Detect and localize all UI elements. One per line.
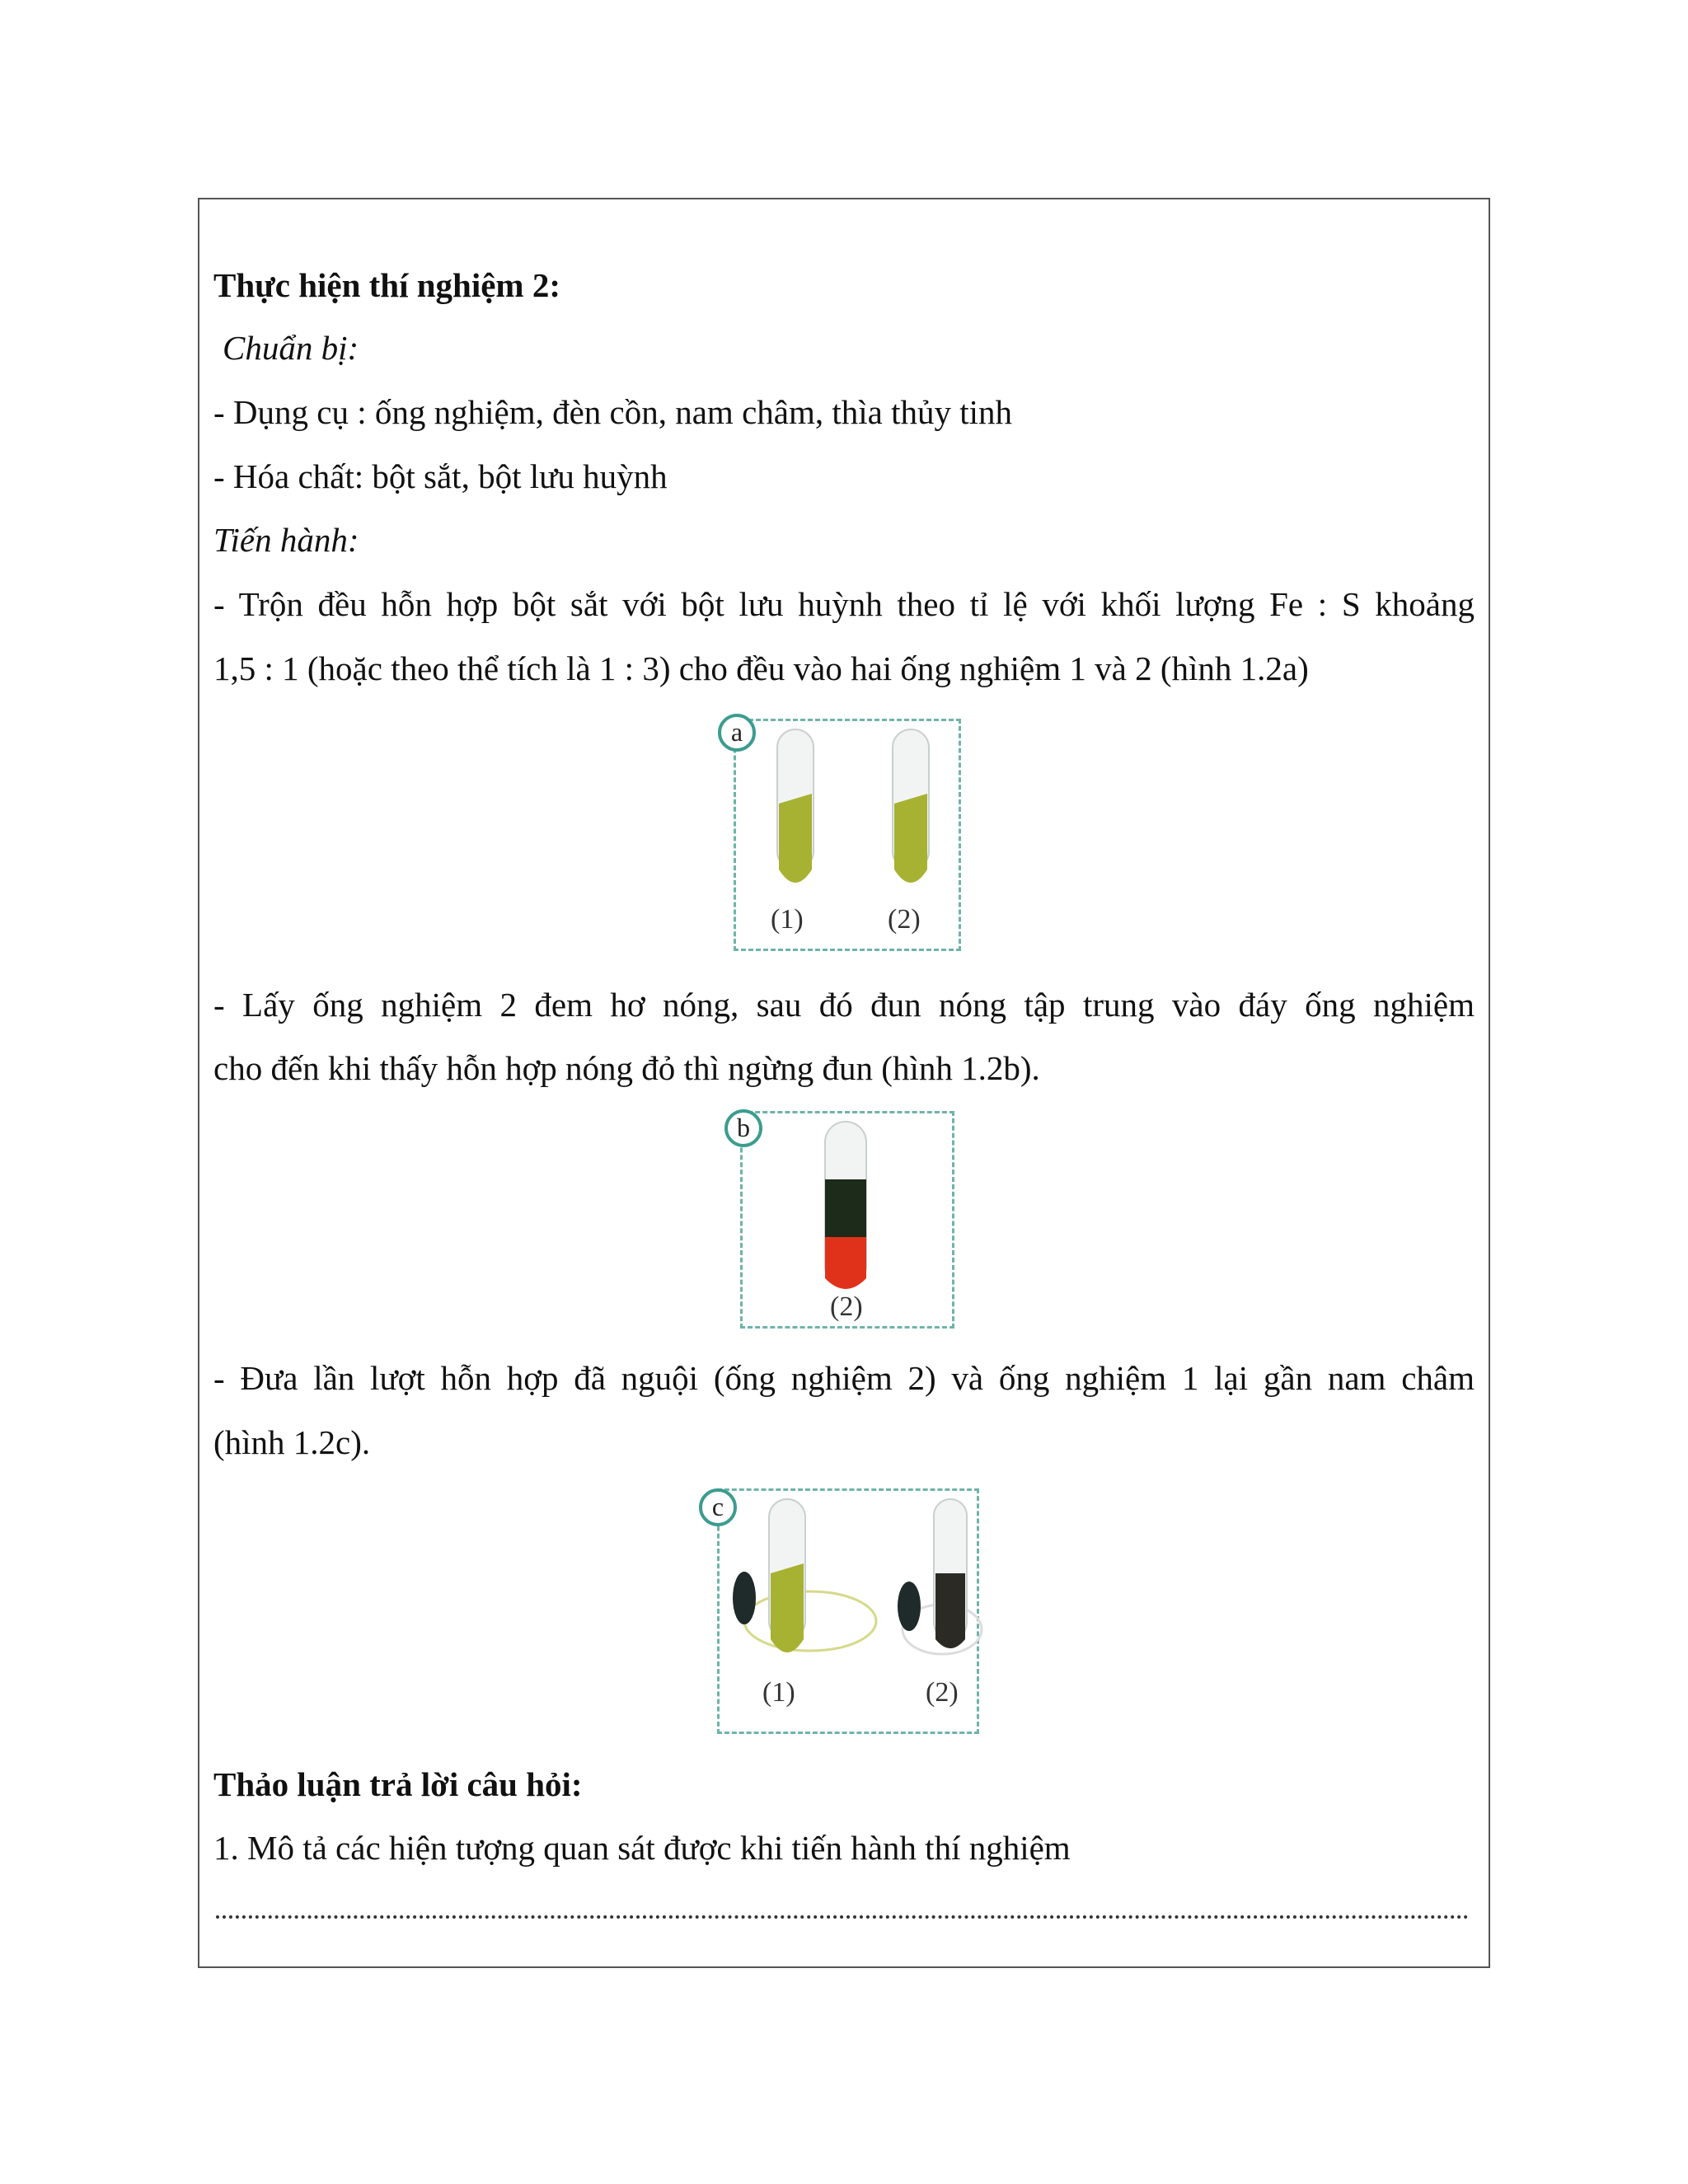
experiment-heading: Thực hiện thí nghiệm 2: <box>213 266 560 304</box>
step1-line2: 1,5 : 1 (hoặc theo thể tích là 1 : 3) cho đều vào hai ống nghiệm 1 và 2 (hình 1.2a) <box>213 649 1309 687</box>
step1-line1: - Trộn đều hỗn hợp bột sắt với bột lưu huỳnh theo tỉ lệ với khối lượng Fe : S khoảng <box>213 585 1475 623</box>
discussion-heading: Thảo luận trả lời câu hỏi: <box>213 1765 583 1803</box>
answer-dotted-line[interactable] <box>216 1910 1469 1919</box>
question-1: 1. Mô tả các hiện tượng quan sát được khi tiến hành thí nghiệm <box>213 1829 1071 1867</box>
preparation-label: Chuẩn bị: <box>223 329 359 367</box>
figure-c <box>717 1488 979 1734</box>
figure-b <box>740 1111 954 1329</box>
step3-line1: - Đưa lần lượt hỗn hợp đã nguội (ống nghiệm 2) và ống nghiệm 1 lại gần nam châm <box>213 1359 1475 1397</box>
figure-a <box>734 719 961 951</box>
step2-line1: - Lấy ống nghiệm 2 đem hơ nóng, sau đó đun nóng tập trung vào đáy ống nghiệm <box>213 986 1475 1024</box>
figure-a-label-1: (1) <box>771 904 804 935</box>
chemicals-line: - Hóa chất: bột sắt, bột lưu huỳnh <box>213 457 668 495</box>
figure-b-badge: b <box>724 1109 762 1147</box>
figure-c-label-2: (2) <box>926 1677 959 1708</box>
figure-c-label-1: (1) <box>762 1677 795 1708</box>
figure-a-label-2: (2) <box>888 904 921 935</box>
figure-a-badge: a <box>718 714 756 752</box>
figure-c-badge: c <box>699 1488 737 1526</box>
step3-line2: (hình 1.2c). <box>213 1423 371 1461</box>
tools-line: - Dụng cụ : ống nghiệm, đèn cồn, nam châm, thìa thủy tinh <box>213 393 1013 431</box>
step2-line2: cho đến khi thấy hỗn hợp nóng đỏ thì ngừng đun (hình 1.2b). <box>213 1049 1040 1087</box>
figure-b-label-2: (2) <box>830 1291 863 1322</box>
procedure-label: Tiến hành: <box>213 521 359 559</box>
